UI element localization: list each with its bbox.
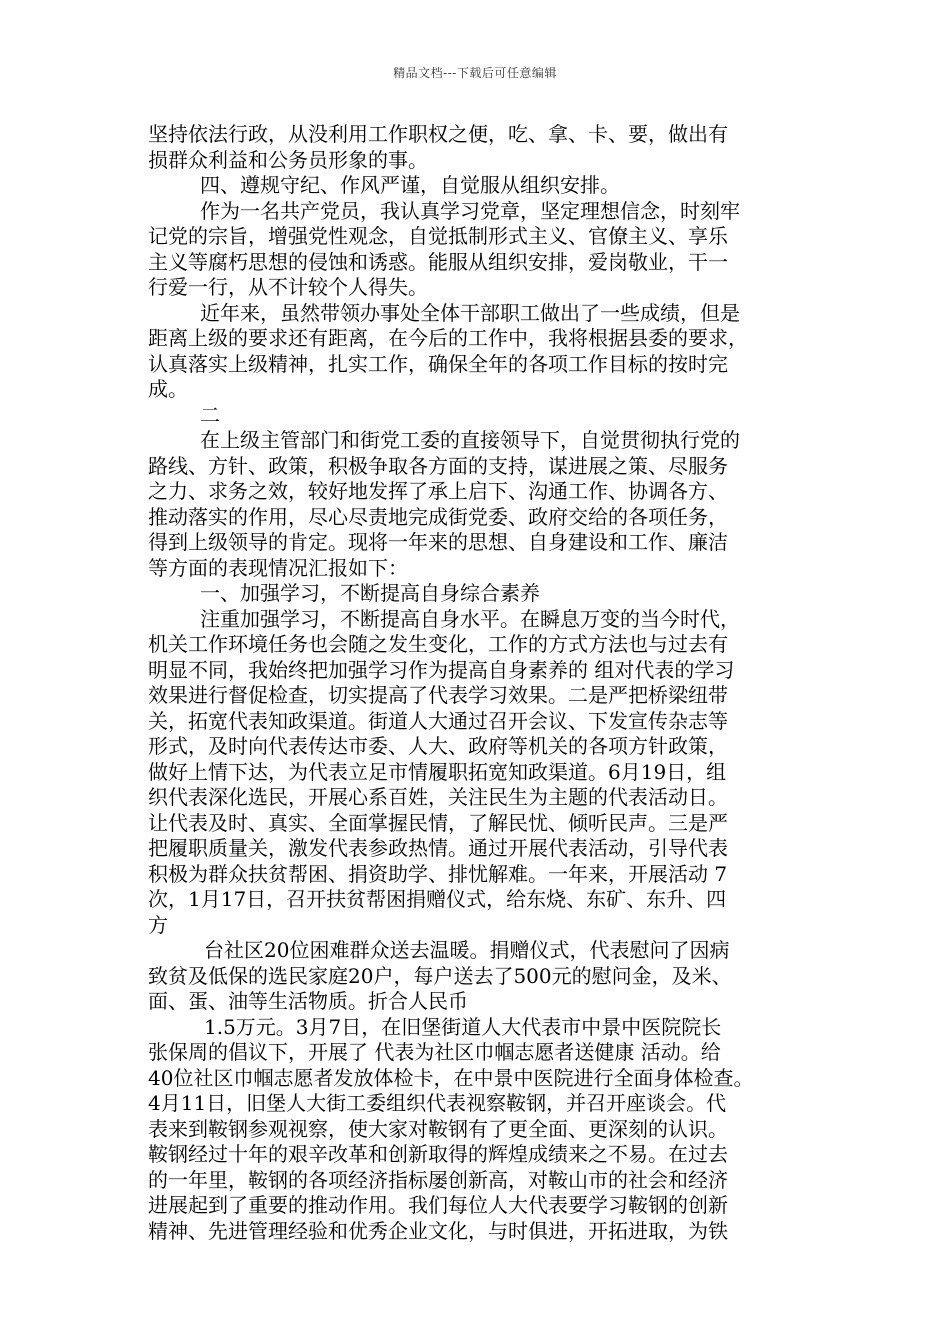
text-line: 致贫及低保的选民家庭20户，每户送去了500元的慰问金，及米、 xyxy=(148,963,732,988)
text-line: 精神、先进管理经验和优秀企业文化，与时俱进，开拓进取，为铁 xyxy=(148,1218,728,1243)
text-line: 的一年里，鞍钢的各项经济指标屡创新高，对鞍山市的社会和经济 xyxy=(148,1167,728,1192)
text-line: 作为一名共产党员，我认真学习党章，坚定理想信念，时刻牢 xyxy=(200,198,740,223)
text-line: 主义等腐朽思想的侵蚀和诱惑。能服从组织安排，爱岗敬业，干一 xyxy=(148,249,728,274)
text-line: 损群众利益和公务员形象的事。 xyxy=(148,147,428,172)
text-line: 得到上级领导的肯定。现将一年来的思想、自身建设和工作、廉洁 xyxy=(148,530,728,554)
text-line: 距离上级的要求还有距离，在今后的工作中，我将根据县委的要求， xyxy=(148,326,748,350)
text-line: 路线、方针、政策，积极争取各方面的支持，谋进展之策、尽服务 xyxy=(148,453,728,478)
text-line: 积极为群众扶贫帮困、捐资助学、排忧解难。一年来，开展活动 7 xyxy=(148,861,728,886)
text-line: 次，1月17日，召开扶贫帮困捐赠仪式，给东烧、东矿、东升、四 xyxy=(148,887,727,911)
text-line: 台社区20位困难群众送去温暖。捐赠仪式，代表慰问了因病 xyxy=(204,938,730,962)
text-line: 在上级主管部门和街党工委的直接领导下，自觉贯彻执行党的 xyxy=(200,428,740,452)
section-number: 二 xyxy=(200,402,220,427)
text-line: 注重加强学习，不断提高自身水平。在瞬息万变的当今时代， xyxy=(200,606,740,631)
text-line: 40位社区巾帼志愿者发放体检卡，在中景中医院进行全面身体检查。 xyxy=(148,1065,754,1090)
text-line: 推动落实的作用，尽心尽责地完成街党委、政府交给的各项任务， xyxy=(148,504,728,529)
text-line: 表来到鞍钢参观视察，使大家对鞍钢有了更全面、更深刻的认识。 xyxy=(148,1116,728,1141)
page-header: 精品文档---下载后可任意编辑 xyxy=(393,66,557,80)
text-line: 形式，及时向代表传达市委、人大、政府等机关的各项方针政策， xyxy=(148,734,728,758)
text-line: 等方面的表现情况汇报如下： xyxy=(148,555,408,580)
text-line: 关，拓宽代表知政渠道。街道人大通过召开会议、下发宣传杂志等 xyxy=(148,708,728,733)
text-line: 张保周的倡议下，开展了 代表为社区巾帼志愿者送健康 活动。给 xyxy=(148,1040,721,1064)
text-line: 让代表及时、真实、全面掌握民情，了解民忧、倾听民声。三是严 xyxy=(148,810,728,835)
text-line: 做好上情下达，为代表立足市情履职拓宽知政渠道。6月19日，组 xyxy=(148,759,727,784)
text-line: 1.5万元。3月7日，在旧堡街道人大代表市中景中医院院长 xyxy=(204,1014,722,1039)
text-line: 记党的宗旨，增强党性观念，自觉抵制形式主义、官僚主义、享乐 xyxy=(148,224,728,248)
text-line: 成。 xyxy=(148,377,188,401)
text-line: 方 xyxy=(148,912,168,937)
section-heading: 一、加强学习，不断提高自身综合素养 xyxy=(200,581,540,605)
text-line: 效果进行督促检查，切实提高了代表学习效果。二是严把桥梁纽带 xyxy=(148,683,728,707)
text-line: 坚持依法行政，从没利用工作职权之便，吃、拿、卡、要，做出有 xyxy=(148,122,728,146)
text-line: 行爱一行，从不计较个人得失。 xyxy=(148,275,428,299)
text-line: 近年来，虽然带领办事处全体干部职工做出了一些成绩，但是 xyxy=(200,300,740,325)
text-line: 认真落实上级精神，扎实工作，确保全年的各项工作目标的按时完 xyxy=(148,351,728,376)
text-line: 进展起到了重要的推动作用。我们每位人大代表要学习鞍钢的创新 xyxy=(148,1193,728,1217)
text-line: 把履职质量关，激发代表参政热情。通过开展代表活动，引导代表 xyxy=(148,836,728,860)
text-line: 之力、求务之效，较好地发挥了承上启下、沟通工作、协调各方、 xyxy=(148,479,728,503)
text-line: 明显不同，我始终把加强学习作为提高自身素养的 组对代表的学习 xyxy=(148,657,735,682)
text-line: 机关工作环境任务也会随之发生变化，工作的方式方法也与过去有 xyxy=(148,632,728,656)
document-body xyxy=(148,122,823,1244)
text-line: 面、蛋、油等生活物质。折合人民币 xyxy=(148,989,468,1013)
section-heading: 四、遵规守纪、作风严谨，自觉服从组织安排。 xyxy=(200,173,620,197)
text-line: 织代表深化选民，开展心系百姓，关注民生为主题的代表活动日。 xyxy=(148,785,728,809)
text-line: 鞍钢经过十年的艰辛改革和创新取得的辉煌成绩来之不易。在过去 xyxy=(148,1142,728,1166)
text-line: 4月11日，旧堡人大街工委组织代表视察鞍钢，并召开座谈会。代 xyxy=(148,1091,727,1115)
